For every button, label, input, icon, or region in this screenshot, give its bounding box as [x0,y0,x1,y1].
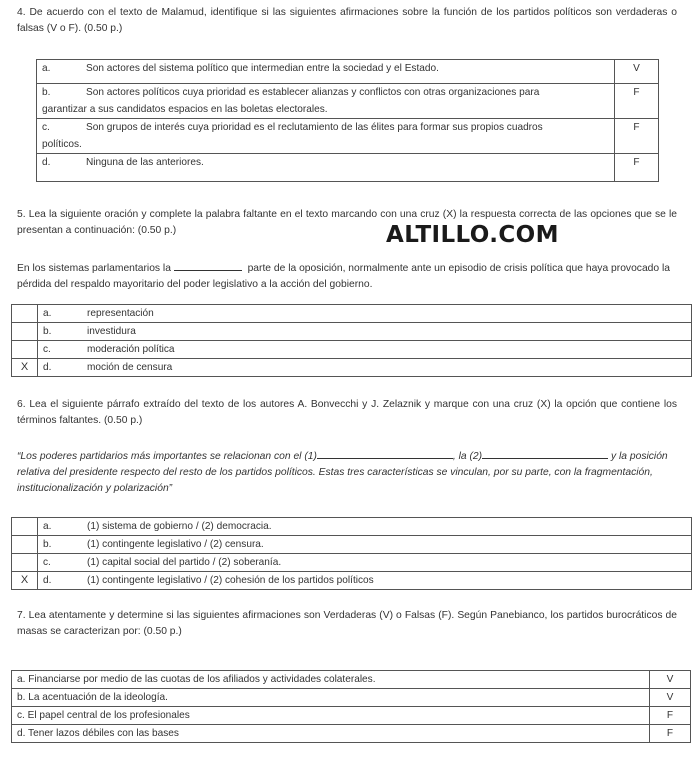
altillo-logo: ALTILLO.COM [386,222,559,248]
option-letter: d. [42,157,51,168]
table-row [12,554,692,572]
question-4-prompt [17,5,677,37]
question-4-table [36,59,659,182]
option-text-cont: garantizar a sus candidatos espacios en las boletas electorales. [42,104,328,115]
answer-mark[interactable]: F [650,725,691,743]
quote-part-3: y la [610,451,627,462]
quote-blank-2[interactable] [482,448,608,459]
question-7-table [11,670,691,743]
option-letter: d. [43,362,52,373]
answer-mark[interactable]: V [650,671,691,689]
x-mark-cell[interactable]: X [12,359,38,377]
answer-mark[interactable]: F [615,119,659,154]
option-text: Son actores políticos cuya prioridad es establecer alianzas y conflictos con otras organizaciones para [86,87,540,98]
x-mark-cell[interactable] [12,518,38,536]
option-text: Son actores del sistema político que intermedian entre la sociedad y el Estado. [86,63,439,74]
option-letter: c. [43,557,51,568]
option-text: representación [87,308,154,319]
table-row [12,725,691,743]
option-text: moderación política [87,344,175,355]
quote-part-1: “Los poderes partidarios más importantes se relacionan con el (1) [17,451,317,462]
statement-text: d. Tener lazos débiles con las bases [12,725,650,743]
option-text: (1) sistema de gobierno / (2) democracia. [87,521,272,532]
answer-mark[interactable]: F [650,707,691,725]
table-row [37,60,659,84]
question-7-text: 7. Lea atentamente y determine si las siguientes afirmaciones son Verdaderas (V) o Falsas (F). Según Panebianco, los partidos burocráticos de masas se caracterizan por: (0.50 p.) [17,610,677,637]
statement-text: b. La acentuación de la ideología. [12,689,650,707]
table-row [12,689,691,707]
option-text: investidura [87,326,136,337]
table-row [12,707,691,725]
sentence-part-2: parte de la oposición, normalmente ante un episodio de crisis política que haya provocado la pérdida del respaldo mayoritario del poder legislativo a la acción del gobierno. [17,263,670,290]
answer-mark[interactable]: F [615,84,659,119]
table-row [12,518,692,536]
table-row [37,84,659,119]
question-4-text: 4. De acuerdo con el texto de Malamud, identifique si las siguientes afirmaciones sobre la función de los partidos políticos son verdaderas o falsas (V o F). (0.50 p.) [17,7,677,34]
x-mark-cell[interactable] [12,341,38,359]
question-5-prompt [17,207,677,239]
option-letter: c. [42,122,50,133]
x-mark-cell[interactable] [12,305,38,323]
table-row [12,341,692,359]
x-mark-cell[interactable] [12,536,38,554]
sentence-part-1: En los sistemas parlamentarios la [17,263,171,274]
option-text-cont: políticos. [42,139,82,150]
table-row [12,323,692,341]
option-text: (1) capital social del partido / (2) soberanía. [87,557,282,568]
question-6-prompt [17,397,677,429]
x-mark-cell[interactable] [12,554,38,572]
option-letter: b. [43,326,52,337]
option-letter: a. [42,63,51,74]
sentence-blank[interactable] [174,260,242,271]
x-mark-cell[interactable]: X [12,572,38,590]
option-letter: a. [43,521,52,532]
option-letter: d. [43,575,52,586]
question-5-options [11,304,692,377]
statement-text: a. Financiarse por medio de las cuotas de los afiliados y actividades colaterales. [12,671,650,689]
quote-part-2: , la (2) [452,451,483,462]
quote-part-4: posición relativa del presidente respecto del resto de los partidos políticos. Estas tres características se vinculan, por su parte, con la fragmentación, institucionalización y polarización” [17,451,668,494]
answer-mark[interactable]: V [615,60,659,84]
option-text: Son grupos de interés cuya prioridad es el reclutamiento de las élites para formar sus propios cuadros [86,122,543,133]
option-text: (1) contingente legislativo / (2) censura. [87,539,264,550]
question-6-options [11,517,692,590]
option-text: Ninguna de las anteriores. [86,157,204,168]
option-letter: b. [43,539,52,550]
table-row [12,572,692,590]
table-row [12,359,692,377]
option-text: (1) contingente legislativo / (2) cohesión de los partidos políticos [87,575,374,586]
table-row [37,119,659,154]
question-6-quote [17,448,677,497]
option-letter: a. [43,308,52,319]
table-row [12,536,692,554]
option-letter: b. [42,87,51,98]
table-row [37,154,659,182]
question-5-sentence [17,260,677,293]
quote-blank-1[interactable] [317,448,453,459]
answer-mark[interactable]: F [615,154,659,182]
statement-text: c. El papel central de los profesionales [12,707,650,725]
question-5-text: 5. Lea la siguiente oración y complete la palabra faltante en el texto marcando con una cruz (X) la respuesta correcta de las opciones que se le presentan a continuación: (0.50 p.) [17,209,677,236]
question-6-text: 6. Lea el siguiente párrafo extraído del texto de los autores A. Bonvecchi y J. Zelaznik y marque con una cruz (X) la opción que contiene los términos faltantes. (0.50 p.) [17,399,677,426]
question-7-prompt [17,608,677,640]
option-letter: c. [43,344,51,355]
option-text: moción de censura [87,362,173,373]
table-row [12,671,691,689]
answer-mark[interactable]: V [650,689,691,707]
x-mark-cell[interactable] [12,323,38,341]
table-row [12,305,692,323]
